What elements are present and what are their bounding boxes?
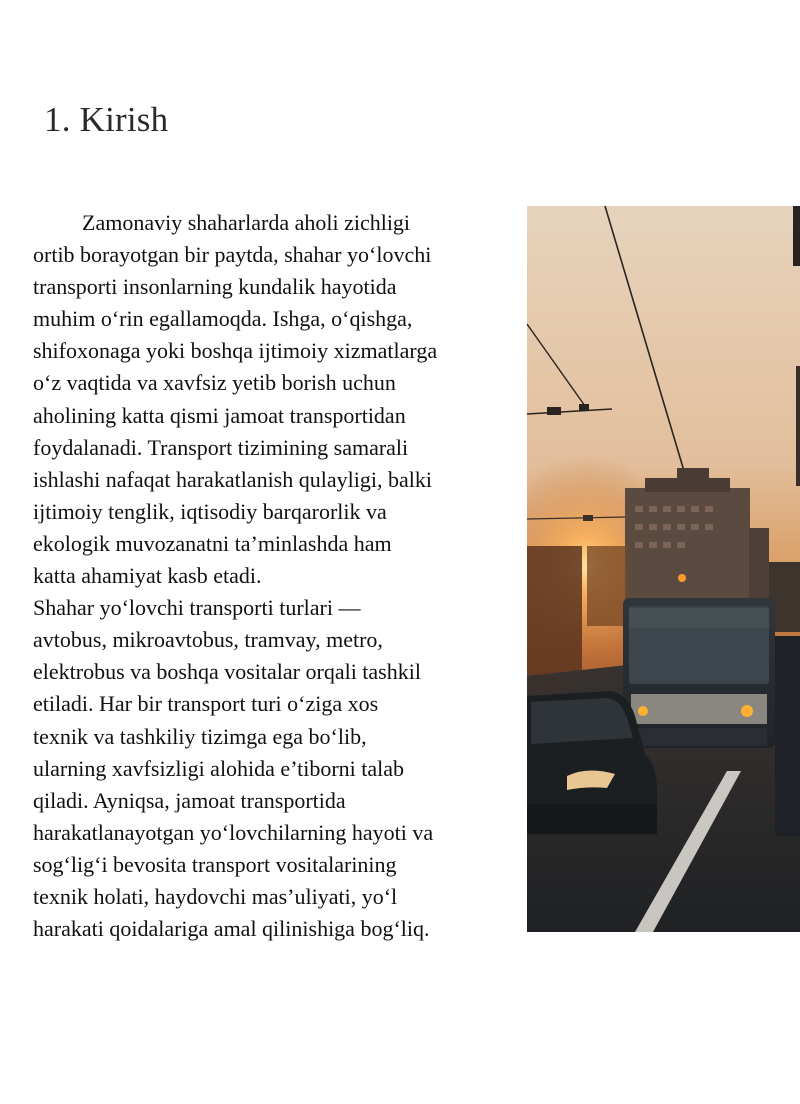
- text-line: elektrobus va boshqa vositalar orqali tashkil: [33, 659, 421, 685]
- text-line: harakatlanayotgan yo‘lovchilarning hayoti va: [33, 819, 434, 845]
- text-line: muhim o‘rin egallamoqda. Ishga, o‘qishga,: [33, 306, 413, 332]
- bus-right: [775, 636, 800, 836]
- building: [625, 488, 750, 608]
- text-line: sog‘lig‘i bevosita transport vositalarining: [33, 851, 397, 877]
- wire-insulator: [547, 407, 561, 415]
- text-line: ekologik muvozanatni ta’minlashda ham: [33, 530, 392, 556]
- text-line: o‘z vaqtida va xavfsiz yetib borish uchun: [33, 370, 396, 396]
- street-pole: [793, 206, 800, 266]
- text-line: ishlashi nafaqat harakatlanish qulayligi, balki: [33, 466, 432, 492]
- body-text: [33, 207, 525, 945]
- building: [677, 468, 709, 482]
- building: [749, 528, 769, 608]
- text-line: ortib borayotgan bir paytda, shahar yo‘lovchi: [33, 242, 432, 268]
- building: [527, 546, 582, 676]
- text-line: Zamonaviy shaharlarda aholi zichligi: [82, 210, 411, 235]
- wire-insulator: [579, 404, 589, 411]
- street-pole: [796, 366, 800, 486]
- text-line: Shahar yo‘lovchi transporti turlari —: [33, 595, 361, 621]
- bus-headlight: [638, 706, 648, 716]
- bus-headlight: [741, 705, 753, 717]
- text-line: shifoxonaga yoki boshqa ijtimoiy xizmatlarga: [33, 338, 438, 364]
- text-line: katta ahamiyat kasb etadi.: [33, 563, 262, 589]
- text-line: ularning xavfsizligi alohida e’tiborni talab: [33, 755, 405, 781]
- text-line: texnik va tashkiliy tizimga ega bo‘lib,: [33, 723, 367, 749]
- text-line: aholining katta qismi jamoat transportidan: [33, 402, 406, 428]
- text-line: qiladi. Ayniqsa, jamoat transportida: [33, 787, 346, 813]
- traffic-light: [678, 574, 686, 582]
- bus: [623, 598, 775, 748]
- text-line: ijtimoiy tenglik, iqtisodiy barqarorlik va: [33, 498, 387, 524]
- section-heading: 1. Kirish: [44, 100, 169, 139]
- city-bus-sunset-photo: [527, 206, 800, 932]
- text-line: harakati qoidalariga amal qilinishiga bog‘liq.: [33, 916, 430, 942]
- wire-insulator: [583, 515, 593, 521]
- text-line: etiladi. Har bir transport turi o‘ziga xos: [33, 691, 379, 717]
- building: [587, 546, 627, 626]
- text-line: transporti insonlarning kundalik hayotida: [33, 274, 397, 300]
- car-distant: [533, 676, 563, 692]
- text-line: foydalanadi. Transport tizimining samarali: [33, 434, 409, 460]
- text-line: texnik holati, haydovchi mas’uliyati, yo‘l: [33, 883, 398, 909]
- text-line: avtobus, mikroavtobus, tramvay, metro,: [33, 627, 383, 653]
